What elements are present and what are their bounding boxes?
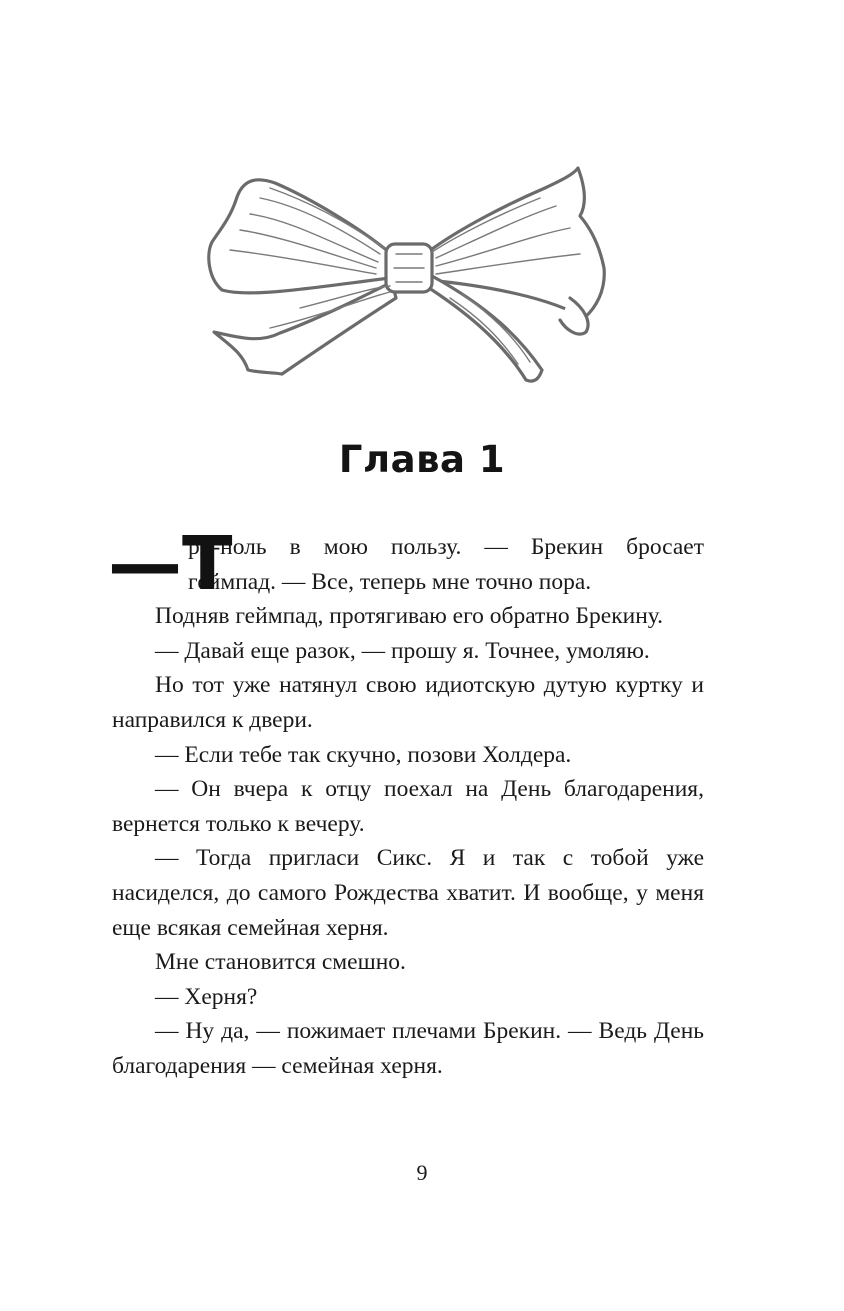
paragraph: — Он вчера к отцу поехал на День благодарения, вернется только к вечеру. — [112, 776, 704, 837]
first-paragraph-line-2: геймпад. — Все, теперь мне точно пора. — [188, 568, 592, 595]
chapter-title: Глава 1 — [338, 438, 506, 481]
page-number: 9 — [416, 1160, 428, 1185]
paragraph: — Если тебе так скучно, позови Холдера. — [155, 741, 572, 768]
paragraph: — Тогда пригласи Сикс. Я и так с тобой уже насиделся, до самого Рождества хватит. И вообще, у меня еще всякая семейная херня. — [112, 845, 704, 941]
first-paragraph — [108, 521, 704, 607]
paragraph: Но тот уже натянул свою идиотскую дутую куртку и направился к двери. — [112, 672, 704, 733]
paragraph: — Херня? — [155, 983, 258, 1010]
paragraph: Подняв геймпад, протягиваю его обратно Брекину. — [155, 603, 664, 630]
paragraph: Мне становится смешно. — [155, 949, 406, 976]
drop-cap: —Т — [108, 521, 233, 607]
chapter-text — [108, 521, 704, 1084]
bow-ribbon-icon — [200, 158, 620, 390]
paragraph: — Давай еще разок, — прошу я. Точнее, умоляю. — [155, 637, 650, 664]
paragraph: — Ну да, — пожимает плечами Брекин. — Ведь День благодарения — семейная херня. — [112, 1018, 704, 1079]
first-paragraph-line-1: ри-ноль в мою пользу. — Брекин бросает — [188, 534, 704, 560]
